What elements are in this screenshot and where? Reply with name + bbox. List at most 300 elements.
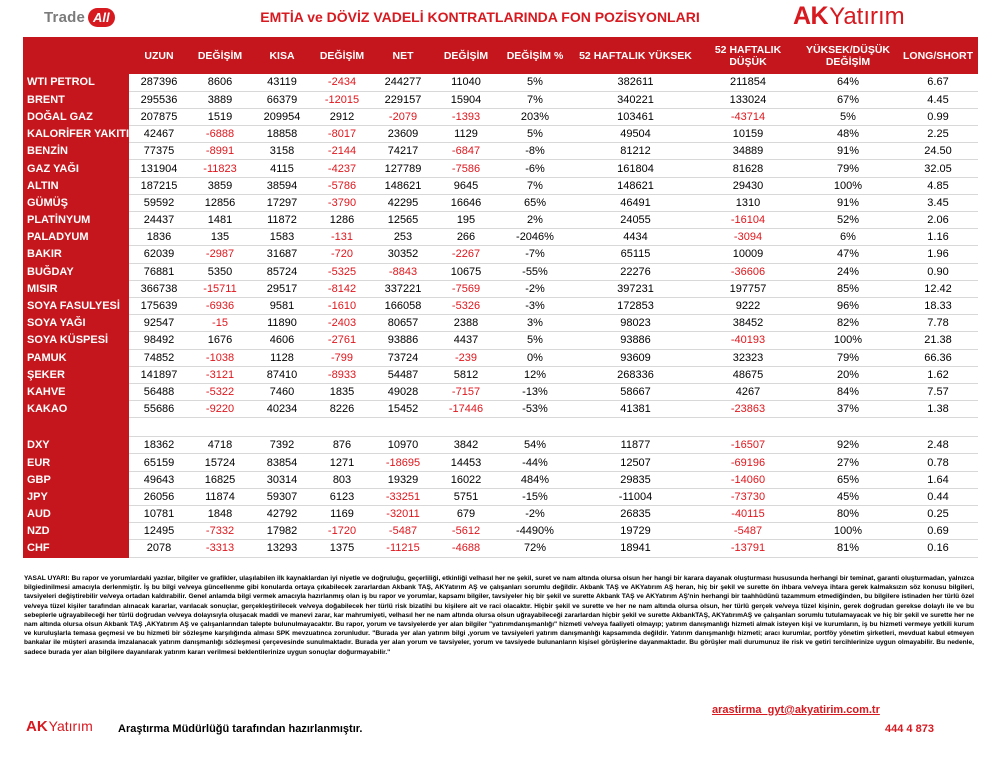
table-cell: 4.45 xyxy=(898,91,978,108)
table-cell: -1038 xyxy=(189,349,251,366)
table-cell: 9645 xyxy=(435,177,497,194)
column-header: UZUN xyxy=(129,37,189,74)
row-label: BUĞDAY xyxy=(23,263,129,280)
row-label: EUR xyxy=(23,454,129,471)
table-cell: 9581 xyxy=(251,297,313,314)
column-header: DEĞİŞİM xyxy=(189,37,251,74)
spacer-cell xyxy=(189,418,251,437)
table-body xyxy=(23,74,978,557)
table-cell: 161804 xyxy=(573,160,698,177)
table-cell: 65% xyxy=(497,194,573,211)
column-header: KISA xyxy=(251,37,313,74)
spacer-cell xyxy=(251,418,313,437)
table-cell: 6% xyxy=(798,229,898,246)
table-cell: 15724 xyxy=(189,454,251,471)
table-cell: 0.25 xyxy=(898,506,978,523)
table-cell: 24.50 xyxy=(898,143,978,160)
table-cell: 4267 xyxy=(698,383,798,400)
table-row xyxy=(23,366,978,383)
table-cell: 38452 xyxy=(698,315,798,332)
research-email-link[interactable]: arastirma_gyt@akyatirim.com.tr xyxy=(712,704,880,716)
table-cell: 18858 xyxy=(251,126,313,143)
table-row xyxy=(23,297,978,314)
table-cell: -131 xyxy=(313,229,371,246)
table-cell: 287396 xyxy=(129,74,189,91)
table-row xyxy=(23,349,978,366)
table-cell: -2046% xyxy=(497,229,573,246)
table-cell: 0.69 xyxy=(898,523,978,540)
table-cell: 8606 xyxy=(189,74,251,91)
table-cell: -6936 xyxy=(189,297,251,314)
row-label: SOYA YAĞI xyxy=(23,315,129,332)
table-cell: 26835 xyxy=(573,506,698,523)
table-cell: 209954 xyxy=(251,108,313,125)
table-cell: 58667 xyxy=(573,383,698,400)
table-cell: 7392 xyxy=(251,437,313,454)
table-cell: -7157 xyxy=(435,383,497,400)
table-cell: 5% xyxy=(798,108,898,125)
table-cell: -8142 xyxy=(313,280,371,297)
table-cell: 7460 xyxy=(251,383,313,400)
table-row xyxy=(23,523,978,540)
table-cell: 3842 xyxy=(435,437,497,454)
table-cell: 100% xyxy=(798,177,898,194)
table-cell: 59307 xyxy=(251,488,313,505)
table-cell: 22276 xyxy=(573,263,698,280)
table-cell: -4490% xyxy=(497,523,573,540)
table-row xyxy=(23,315,978,332)
column-header: DEĞİŞİM xyxy=(435,37,497,74)
table-cell: 1.16 xyxy=(898,229,978,246)
table-cell: 207875 xyxy=(129,108,189,125)
table-row xyxy=(23,383,978,400)
row-label: DXY xyxy=(23,437,129,454)
table-cell: 45% xyxy=(798,488,898,505)
spacer-cell xyxy=(497,418,573,437)
table-cell: 148621 xyxy=(371,177,435,194)
table-cell: -799 xyxy=(313,349,371,366)
table-cell: 7% xyxy=(497,177,573,194)
table-cell: 7.57 xyxy=(898,383,978,400)
table-cell: 21.38 xyxy=(898,332,978,349)
spacer-cell xyxy=(313,418,371,437)
table-row xyxy=(23,437,978,454)
table-cell: 0.99 xyxy=(898,108,978,125)
row-label: KAKAO xyxy=(23,401,129,418)
table-cell: 32323 xyxy=(698,349,798,366)
table-cell: 91% xyxy=(798,194,898,211)
spacer-cell xyxy=(435,418,497,437)
table-cell: 74852 xyxy=(129,349,189,366)
section-spacer-row xyxy=(23,418,978,437)
table-cell: 76881 xyxy=(129,263,189,280)
table-cell: 2078 xyxy=(129,540,189,557)
table-cell: 98492 xyxy=(129,332,189,349)
table-cell: -5612 xyxy=(435,523,497,540)
table-cell: 266 xyxy=(435,229,497,246)
table-cell: 19729 xyxy=(573,523,698,540)
spacer-cell xyxy=(698,418,798,437)
row-label: PALADYUM xyxy=(23,229,129,246)
footer-logo-ak: AK xyxy=(26,718,48,735)
row-label: CHF xyxy=(23,540,129,557)
row-label: JPY xyxy=(23,488,129,505)
table-cell: 8226 xyxy=(313,401,371,418)
table-cell: -40193 xyxy=(698,332,798,349)
row-label: AUD xyxy=(23,506,129,523)
table-cell: 9222 xyxy=(698,297,798,314)
table-cell: 14453 xyxy=(435,454,497,471)
table-row xyxy=(23,246,978,263)
table-cell: 72% xyxy=(497,540,573,557)
table-cell: 172853 xyxy=(573,297,698,314)
table-cell: -8991 xyxy=(189,143,251,160)
table-cell: 1310 xyxy=(698,194,798,211)
table-cell: 1.64 xyxy=(898,471,978,488)
table-cell: 1.62 xyxy=(898,366,978,383)
table-cell: 3158 xyxy=(251,143,313,160)
table-cell: 31687 xyxy=(251,246,313,263)
legal-disclaimer: YASAL UYARI: Bu rapor ve yorumlardaki yazılar, bilgiler ve grafikler, ulaşılabilen ilk kaynaklardan iyi niyetle ve doğruluğu, geçerliliği, etkinliği velhasıl her ne şekil, suret ve nam altında olursa olsun her hangi bir karara dayanak oluşturması hususunda herhangi bir teminat, garanti oluşturmadan, yalnızca bilgiedinilmesi amacıyla derlenmiştir. İş bu bilgi ve/veya güncellenme gibi konularda ortaya çıkabilecek zararlardan Akbank TAŞ, AKYatırım AŞ ve çalışanları sorumlu değildir. Akbank TAŞ ve AKYatırım AŞ heran, hiç bir şekil ve surette ön ihbara ve/veya ihtara gerek kalmaksızın söz konusu bilgileri, tavsiyeleri değiştirebilir ve/veya ortadan kaldırabilir. Genel anlamda bilgi vermek amacıyla hazırlanmış olan iş bu rapor ve yorumlar, kapsamı bilgiler, tavsiyeler hiç bir şekil ve surette Akbank TAŞ ve AKYatırım AŞ'nin herhangi bir taahhüdünü tazammum etmediğinden, bu bilgilere istinaden her türlü özel ve/veya tüzel kişiler tarafından alınacak kararlar, varılacak sonuçlar, gerçekleştirilecek ve/veya doğabilecek her türlü risk bizatihi bu kişilere ait ve raci olacaktır. Hiçbir şekil ve surette ve her ne nam altında olursa olsun, her türlü gerçek ve/veya tüzel kişinin, gerek doğrudan gerekse dolaylı ile ve bu sebeplerle uğrayabileceği her türlü doğrudan ve/veya dolayısıyla oluşacak maddi ve manevi zarar, kar mahrumiyeti, velhasıl her ne nam altında olursa olsun uğrayabileceği zararlardan hiçbir şekil ve surette AkbankTAŞ, AKYatırımAŞ ve çalışanları sorumlu tutulamayacak ve hiç bir şekil ve surette her ne nam altında olursa olsun Akbank TAŞ ,AKYatırım AŞ ve çalışanlarından talepte bulunulmayacaktır. Bu rapor, yorum ve tavsiyelerde yer alan bilgiler "yatırımdanışmanlığı" hizmeti ve/veya faaliyeti olmayıp; yatırım danışmanlığı hizmeti almak isteyen kişi ve kurumların, iş bu hizmeti vermeye yetkili kurum ve kuruluşlarla temasa geçmesi ve bu hizmeti bir sözleşme karşılığında alması SPK mevzuatınca zorunludur. "Burada yer alan yatırım bilgi ,yorum ve tavsiyeleri yatırım danışmanlığı kapsamında değildir. Yatırım danışmanlığı hizmeti; aracı kurumlar, portföy yönetim şirketleri, mevduat kabul etmeyen bankalar ile müşteri arasında imzalanacak yatırım danışmanlığı sözleşmesi çerçevesinde sunulmaktadır. Burada yer alan yorum ve tavsiyeler, yorum ve tavsiyede bulunanların kişisel görüşlerine dayanmaktadır. Bu görüşler mali durumunuz ile risk ve getiri tercihlerinize uygun olmayabilir. Bu nedenle, sadece burada yer alan bilgilere dayanılarak yatırım kararı verilmesi beklentilerinize uygun sonuçlar doğurmayabilir." xyxy=(24,575,974,656)
table-cell: 1.96 xyxy=(898,246,978,263)
table-cell: -2144 xyxy=(313,143,371,160)
table-cell: 10009 xyxy=(698,246,798,263)
table-cell: 1128 xyxy=(251,349,313,366)
table-cell: -720 xyxy=(313,246,371,263)
table-row xyxy=(23,160,978,177)
table-cell: -6% xyxy=(497,160,573,177)
table-cell: 34889 xyxy=(698,143,798,160)
table-cell: 3859 xyxy=(189,177,251,194)
table-cell: -4237 xyxy=(313,160,371,177)
table-cell: 43119 xyxy=(251,74,313,91)
table-cell: 80% xyxy=(798,506,898,523)
column-header: 52 HAFTALIK DÜŞÜK xyxy=(698,37,798,74)
table-cell: 244277 xyxy=(371,74,435,91)
contact-phone: 444 4 873 xyxy=(885,723,934,735)
spacer-cell xyxy=(573,418,698,437)
table-cell: 4434 xyxy=(573,229,698,246)
tradeall-logo xyxy=(44,6,115,28)
table-cell: 1848 xyxy=(189,506,251,523)
akyatirim-logo-ak: AK xyxy=(793,2,829,30)
table-cell: 876 xyxy=(313,437,371,454)
table-cell: -3121 xyxy=(189,366,251,383)
table-cell: 2.48 xyxy=(898,437,978,454)
table-cell: -11004 xyxy=(573,488,698,505)
table-cell: 103461 xyxy=(573,108,698,125)
table-header-row xyxy=(23,37,978,74)
table-cell: 11874 xyxy=(189,488,251,505)
table-cell: 54487 xyxy=(371,366,435,383)
row-label: BAKIR xyxy=(23,246,129,263)
table-cell: 141897 xyxy=(129,366,189,383)
table-cell: 229157 xyxy=(371,91,435,108)
row-label: SOYA KÜSPESİ xyxy=(23,332,129,349)
table-cell: 2% xyxy=(497,212,573,229)
table-cell: 253 xyxy=(371,229,435,246)
table-cell: 187215 xyxy=(129,177,189,194)
table-cell: 100% xyxy=(798,523,898,540)
table-cell: -5322 xyxy=(189,383,251,400)
table-cell: 38594 xyxy=(251,177,313,194)
table-cell: -1393 xyxy=(435,108,497,125)
table-cell: 1481 xyxy=(189,212,251,229)
table-cell: 15452 xyxy=(371,401,435,418)
row-label: ALTIN xyxy=(23,177,129,194)
column-header: YÜKSEK/DÜŞÜK DEĞİŞİM xyxy=(798,37,898,74)
table-cell: -43714 xyxy=(698,108,798,125)
table-cell: 5% xyxy=(497,332,573,349)
table-row xyxy=(23,263,978,280)
table-cell: 1835 xyxy=(313,383,371,400)
table-cell: -73730 xyxy=(698,488,798,505)
table-cell: 42792 xyxy=(251,506,313,523)
table-cell: 3.45 xyxy=(898,194,978,211)
table-cell: 48675 xyxy=(698,366,798,383)
table-cell: 4437 xyxy=(435,332,497,349)
table-cell: 10159 xyxy=(698,126,798,143)
table-cell: -15711 xyxy=(189,280,251,297)
table-cell: -13791 xyxy=(698,540,798,557)
table-cell: 12495 xyxy=(129,523,189,540)
table-cell: 6.67 xyxy=(898,74,978,91)
table-cell: 79% xyxy=(798,349,898,366)
row-label: DOĞAL GAZ xyxy=(23,108,129,125)
table-cell: 268336 xyxy=(573,366,698,383)
table-cell: 1676 xyxy=(189,332,251,349)
tradeall-logo-text: Trade xyxy=(44,8,86,26)
table-cell: -12015 xyxy=(313,91,371,108)
table-row xyxy=(23,177,978,194)
table-cell: 79% xyxy=(798,160,898,177)
footer-akyatirim-logo xyxy=(26,718,93,735)
table-cell: 42467 xyxy=(129,126,189,143)
table-cell: 2388 xyxy=(435,315,497,332)
page-title: EMTİA ve DÖVİZ VADELİ KONTRATLARINDA FON POZİSYONLARI xyxy=(260,9,700,25)
table-cell: 11872 xyxy=(251,212,313,229)
table-cell: 11877 xyxy=(573,437,698,454)
table-cell: 93886 xyxy=(573,332,698,349)
table-cell: 52% xyxy=(798,212,898,229)
table-cell: 91% xyxy=(798,143,898,160)
table-cell: -2403 xyxy=(313,315,371,332)
table-cell: -15% xyxy=(497,488,573,505)
table-cell: 148621 xyxy=(573,177,698,194)
row-label: ŞEKER xyxy=(23,366,129,383)
table-cell: 29517 xyxy=(251,280,313,297)
table-cell: 397231 xyxy=(573,280,698,297)
table-cell: 1286 xyxy=(313,212,371,229)
tradeall-logo-badge: All xyxy=(88,8,115,27)
table-cell: 340221 xyxy=(573,91,698,108)
row-label: PLATİNYUM xyxy=(23,212,129,229)
table-cell: 1375 xyxy=(313,540,371,557)
table-cell: 77375 xyxy=(129,143,189,160)
table-cell: -2761 xyxy=(313,332,371,349)
table-cell: -7332 xyxy=(189,523,251,540)
table-cell: 26056 xyxy=(129,488,189,505)
table-cell: 7.78 xyxy=(898,315,978,332)
table-cell: 81212 xyxy=(573,143,698,160)
table-cell: -7586 xyxy=(435,160,497,177)
table-cell: -3% xyxy=(497,297,573,314)
table-cell: 2.06 xyxy=(898,212,978,229)
table-cell: 65115 xyxy=(573,246,698,263)
table-cell: -8933 xyxy=(313,366,371,383)
table-cell: -69196 xyxy=(698,454,798,471)
table-row xyxy=(23,143,978,160)
table-cell: 81628 xyxy=(698,160,798,177)
table-cell: 66379 xyxy=(251,91,313,108)
table-cell: 82% xyxy=(798,315,898,332)
table-cell: 2.25 xyxy=(898,126,978,143)
row-label: GÜMÜŞ xyxy=(23,194,129,211)
table-cell: 6123 xyxy=(313,488,371,505)
table-cell: 85724 xyxy=(251,263,313,280)
table-cell: -23863 xyxy=(698,401,798,418)
table-cell: -2987 xyxy=(189,246,251,263)
table-cell: 1169 xyxy=(313,506,371,523)
table-cell: 40234 xyxy=(251,401,313,418)
table-cell: 56488 xyxy=(129,383,189,400)
table-cell: 131904 xyxy=(129,160,189,177)
table-cell: 80657 xyxy=(371,315,435,332)
table-cell: 4606 xyxy=(251,332,313,349)
table-cell: 166058 xyxy=(371,297,435,314)
table-row xyxy=(23,194,978,211)
table-cell: 12% xyxy=(497,366,573,383)
table-cell: -15 xyxy=(189,315,251,332)
table-cell: -6888 xyxy=(189,126,251,143)
table-cell: 10970 xyxy=(371,437,435,454)
row-label: KAHVE xyxy=(23,383,129,400)
table-cell: -7% xyxy=(497,246,573,263)
table-cell: -4688 xyxy=(435,540,497,557)
table-cell: 83854 xyxy=(251,454,313,471)
table-row xyxy=(23,540,978,557)
table-row xyxy=(23,471,978,488)
table-cell: 87410 xyxy=(251,366,313,383)
table-cell: -2267 xyxy=(435,246,497,263)
table-cell: 62039 xyxy=(129,246,189,263)
table-cell: 1519 xyxy=(189,108,251,125)
table-cell: 66.36 xyxy=(898,349,978,366)
table-cell: 1836 xyxy=(129,229,189,246)
table-cell: 73724 xyxy=(371,349,435,366)
table-cell: 55686 xyxy=(129,401,189,418)
table-cell: -18695 xyxy=(371,454,435,471)
table-cell: 37% xyxy=(798,401,898,418)
table-cell: 0.78 xyxy=(898,454,978,471)
table-cell: -14060 xyxy=(698,471,798,488)
table-cell: -5326 xyxy=(435,297,497,314)
table-cell: -11823 xyxy=(189,160,251,177)
table-cell: 0.44 xyxy=(898,488,978,505)
table-cell: 135 xyxy=(189,229,251,246)
column-header: NET xyxy=(371,37,435,74)
table-cell: 49504 xyxy=(573,126,698,143)
table-cell: 13293 xyxy=(251,540,313,557)
table-cell: 17982 xyxy=(251,523,313,540)
akyatirim-logo-yatirim: Yatırım xyxy=(829,3,905,30)
table-row xyxy=(23,488,978,505)
table-cell: 64% xyxy=(798,74,898,91)
table-cell: 1.38 xyxy=(898,401,978,418)
table-row xyxy=(23,332,978,349)
table-cell: 84% xyxy=(798,383,898,400)
row-label: BRENT xyxy=(23,91,129,108)
table-cell: 49643 xyxy=(129,471,189,488)
table-cell: 24% xyxy=(798,263,898,280)
row-label: MISIR xyxy=(23,280,129,297)
table-cell: 65% xyxy=(798,471,898,488)
table-cell: -239 xyxy=(435,349,497,366)
table-cell: 81% xyxy=(798,540,898,557)
column-header: DEĞİŞİM % xyxy=(497,37,573,74)
table-row xyxy=(23,212,978,229)
table-cell: 203% xyxy=(497,108,573,125)
table-cell: 17297 xyxy=(251,194,313,211)
table-cell: 11040 xyxy=(435,74,497,91)
column-header: DEĞİŞİM xyxy=(313,37,371,74)
table-cell: 10675 xyxy=(435,263,497,280)
row-label: BENZİN xyxy=(23,143,129,160)
table-cell: 15904 xyxy=(435,91,497,108)
table-cell: -5487 xyxy=(698,523,798,540)
table-cell: 1129 xyxy=(435,126,497,143)
row-label: KALORİFER YAKITI xyxy=(23,126,129,143)
table-cell: 96% xyxy=(798,297,898,314)
table-row xyxy=(23,454,978,471)
table-row xyxy=(23,401,978,418)
table-cell: 16022 xyxy=(435,471,497,488)
row-label: NZD xyxy=(23,523,129,540)
row-label: GBP xyxy=(23,471,129,488)
table-row xyxy=(23,126,978,143)
table-cell: 29835 xyxy=(573,471,698,488)
table-row xyxy=(23,229,978,246)
table-cell: 74217 xyxy=(371,143,435,160)
table-cell: -13% xyxy=(497,383,573,400)
table-cell: 211854 xyxy=(698,74,798,91)
table-cell: 92547 xyxy=(129,315,189,332)
table-row xyxy=(23,91,978,108)
table-cell: -8843 xyxy=(371,263,435,280)
table-cell: -16104 xyxy=(698,212,798,229)
table-cell: 49028 xyxy=(371,383,435,400)
table-cell: 4115 xyxy=(251,160,313,177)
table-cell: 12.42 xyxy=(898,280,978,297)
table-cell: 18941 xyxy=(573,540,698,557)
table-cell: 366738 xyxy=(129,280,189,297)
table-cell: 3% xyxy=(497,315,573,332)
table-cell: -1610 xyxy=(313,297,371,314)
prepared-by-text: Araştırma Müdürlüğü tarafından hazırlanmıştır. xyxy=(118,723,363,735)
table-cell: -55% xyxy=(497,263,573,280)
spacer-cell xyxy=(129,418,189,437)
table-row xyxy=(23,74,978,91)
table-cell: -17446 xyxy=(435,401,497,418)
table-cell: 54% xyxy=(497,437,573,454)
table-cell: 18362 xyxy=(129,437,189,454)
table-cell: 5% xyxy=(497,74,573,91)
table-cell: 175639 xyxy=(129,297,189,314)
table-cell: -2% xyxy=(497,280,573,297)
table-cell: 100% xyxy=(798,332,898,349)
spacer-cell xyxy=(23,418,129,437)
column-header: LONG/SHORT xyxy=(898,37,978,74)
